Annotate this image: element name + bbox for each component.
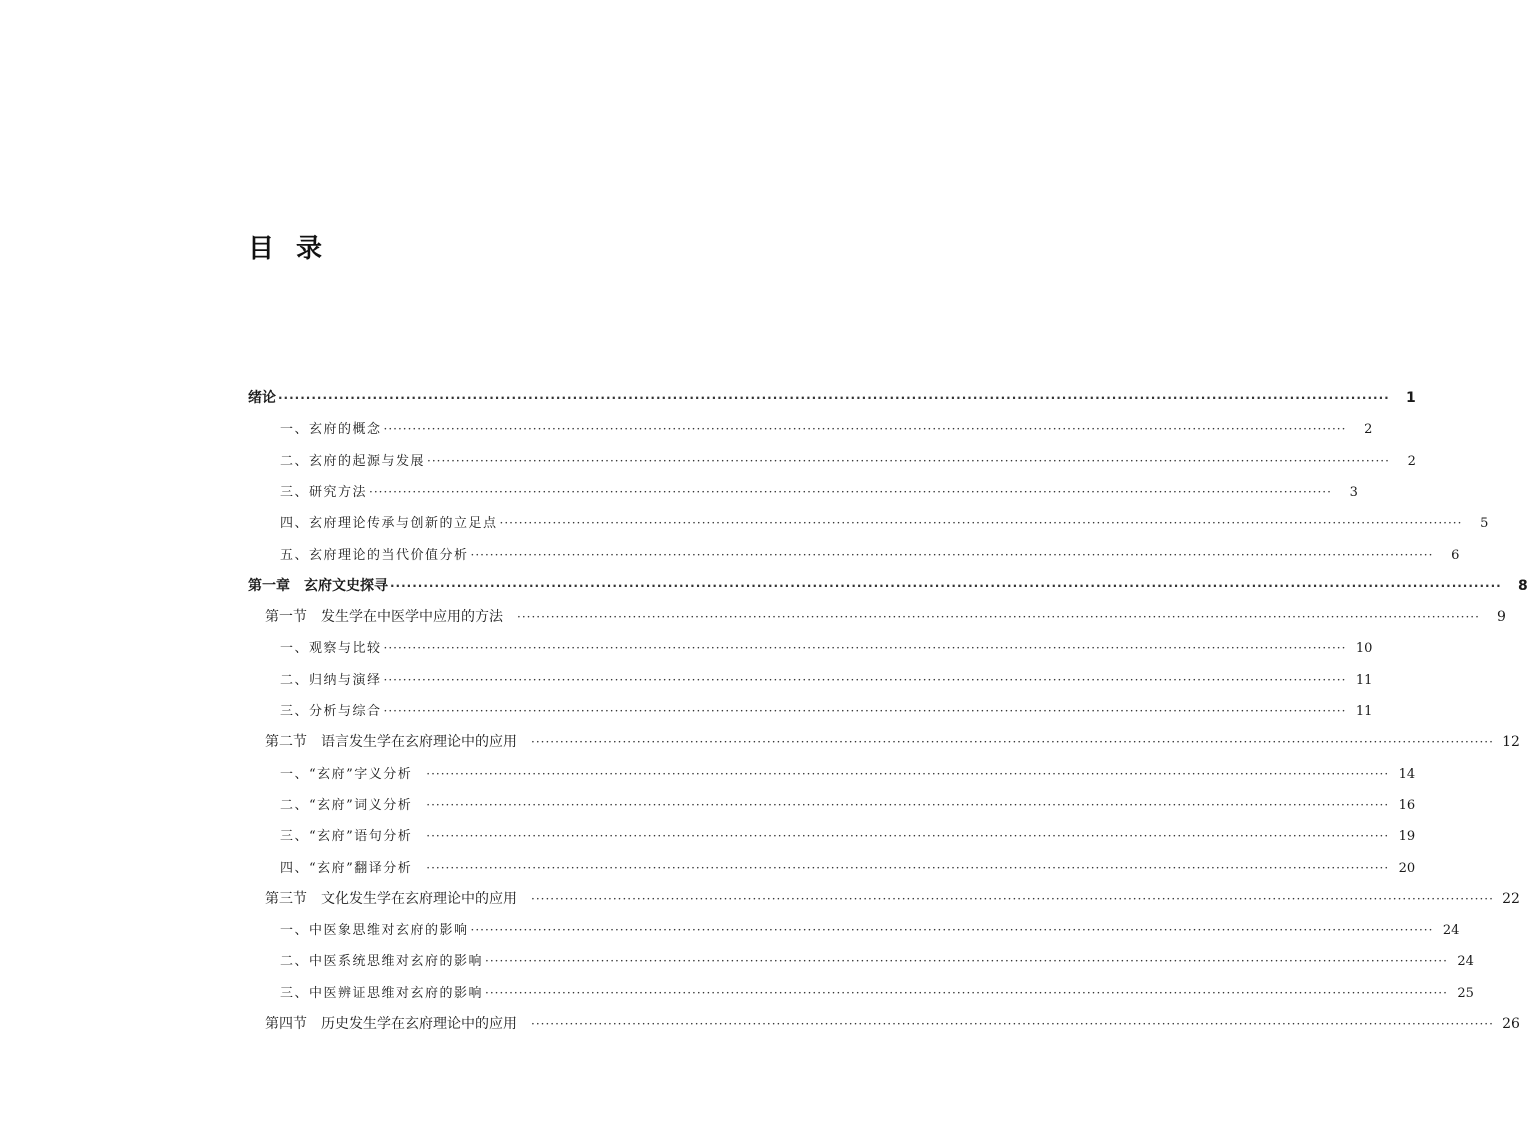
toc-entry-label: 第四节 历史发生学在玄府理论中的应用 [265,1016,517,1032]
page-title: 目录 [248,234,345,264]
toc-entry-label: 四、玄府理论传承与创新的立足点 [280,516,498,531]
toc-page-number: 11 [1355,673,1373,688]
toc-leader-dots: ········································································································································································································ [426,798,1390,812]
toc-entry[interactable] [248,386,1416,410]
toc-page-number: 8 [1517,578,1528,594]
toc-entry-label: 三、分析与综合 [280,704,382,719]
toc-entry[interactable] [280,480,1358,504]
toc-leader-dots: ········································································································································································································ [531,735,1494,749]
toc-page-number: 10 [1355,641,1373,656]
toc-leader-dots: ········································································································································································································ [278,391,1390,405]
toc-page-number: 5 [1480,516,1489,531]
toc-leader-dots: ········································································································································································································ [485,954,1448,968]
toc-entry[interactable] [280,793,1416,817]
toc-entry-label: 第二节 语言发生学在玄府理论中的应用 [265,734,517,750]
toc-leader-dots: ········································································································································································································ [383,641,1347,655]
toc-page-number: 2 [1364,422,1373,437]
toc-entry[interactable] [280,856,1416,880]
toc-entry[interactable] [280,668,1373,692]
toc-page-number: 11 [1355,704,1373,719]
toc-entry-label: 三、研究方法 [280,485,368,500]
toc-leader-dots: ········································································································································································································ [426,829,1390,843]
toc-entry[interactable] [265,605,1506,629]
toc-page-number: 6 [1451,548,1460,563]
toc-leader-dots: ········································································································································································································ [470,548,1434,562]
toc-leader-dots: ········································································································································································································ [517,610,1480,624]
toc-entry[interactable] [280,762,1416,786]
toc-entry-label: 绪论 [248,390,276,406]
toc-page-number: 24 [1442,923,1460,938]
toc-page-number: 26 [1502,1016,1520,1032]
toc-page-number: 20 [1398,861,1416,876]
toc-entry-label: 二、归纳与演绎 [280,673,382,688]
toc-page-number: 19 [1398,829,1416,844]
toc-entry-label: 一、玄府的概念 [280,422,382,437]
toc-entry[interactable] [280,511,1489,535]
toc-leader-dots: ········································································································································································································ [531,892,1494,906]
toc-entry[interactable] [280,918,1460,942]
toc-leader-dots: ········································································································································································································ [427,454,1390,468]
toc-leader-dots: ········································································································································································································ [470,923,1434,937]
toc-page-number: 1 [1405,390,1416,406]
toc-entry-label: 一、观察与比较 [280,641,382,656]
toc-entry[interactable] [265,887,1520,911]
toc-entry-label: 二、中医系统思维对玄府的影响 [280,954,484,969]
toc-page-number: 14 [1398,767,1416,782]
toc-page-number: 22 [1502,891,1520,907]
toc-entry[interactable] [280,949,1474,973]
toc-entry-label: 二、玄府的起源与发展 [280,454,426,469]
toc-entry-label: 一、“玄府”字义分析 [280,767,413,782]
toc-entry-label: 第一节 发生学在中医学中应用的方法 [265,609,503,625]
toc-entry-label: 一、中医象思维对玄府的影响 [280,923,469,938]
toc-leader-dots: ········································································································································································································ [390,579,1502,593]
toc-entry[interactable] [280,543,1460,567]
toc-leader-dots: ········································································································································································································ [383,704,1347,718]
toc-entry[interactable] [265,730,1520,754]
toc-leader-dots: ········································································································································································································ [383,673,1347,687]
toc-entry-label: 三、“玄府”语句分析 [280,829,413,844]
toc-page-number: 24 [1457,954,1474,969]
toc-entry[interactable] [265,1012,1520,1036]
toc-entry[interactable] [280,699,1373,723]
toc-entry-label: 第一章 玄府文史探寻 [248,578,388,594]
toc-leader-dots: ········································································································································································································ [369,485,1332,499]
toc-entry-label: 第三节 文化发生学在玄府理论中的应用 [265,891,517,907]
toc-entry-label: 二、“玄府”词义分析 [280,798,413,813]
toc-page-number: 25 [1457,986,1474,1001]
toc-page-number: 12 [1502,734,1520,750]
toc-entry-label: 三、中医辨证思维对玄府的影响 [280,986,484,1001]
toc-leader-dots: ········································································································································································································ [426,861,1390,875]
toc-entry[interactable] [280,824,1416,848]
toc-page-number: 3 [1349,485,1358,500]
toc-entry[interactable] [280,981,1474,1005]
toc-page-number: 2 [1407,454,1416,469]
toc-leader-dots: ········································································································································································································ [426,767,1390,781]
toc-entry-label: 四、“玄府”翻译分析 [280,861,413,876]
toc-entry[interactable] [280,636,1373,660]
toc-entry-label: 五、玄府理论的当代价值分析 [280,548,469,563]
toc-page-number: 9 [1496,609,1506,625]
toc-leader-dots: ········································································································································································································ [531,1017,1494,1031]
toc-entry[interactable] [280,417,1373,441]
toc-leader-dots: ········································································································································································································ [383,422,1347,436]
toc-leader-dots: ········································································································································································································ [499,516,1463,530]
toc-page-number: 16 [1398,798,1416,813]
toc-entry[interactable] [248,574,1528,598]
toc-leader-dots: ········································································································································································································ [485,986,1448,1000]
toc-entry[interactable] [280,449,1416,473]
